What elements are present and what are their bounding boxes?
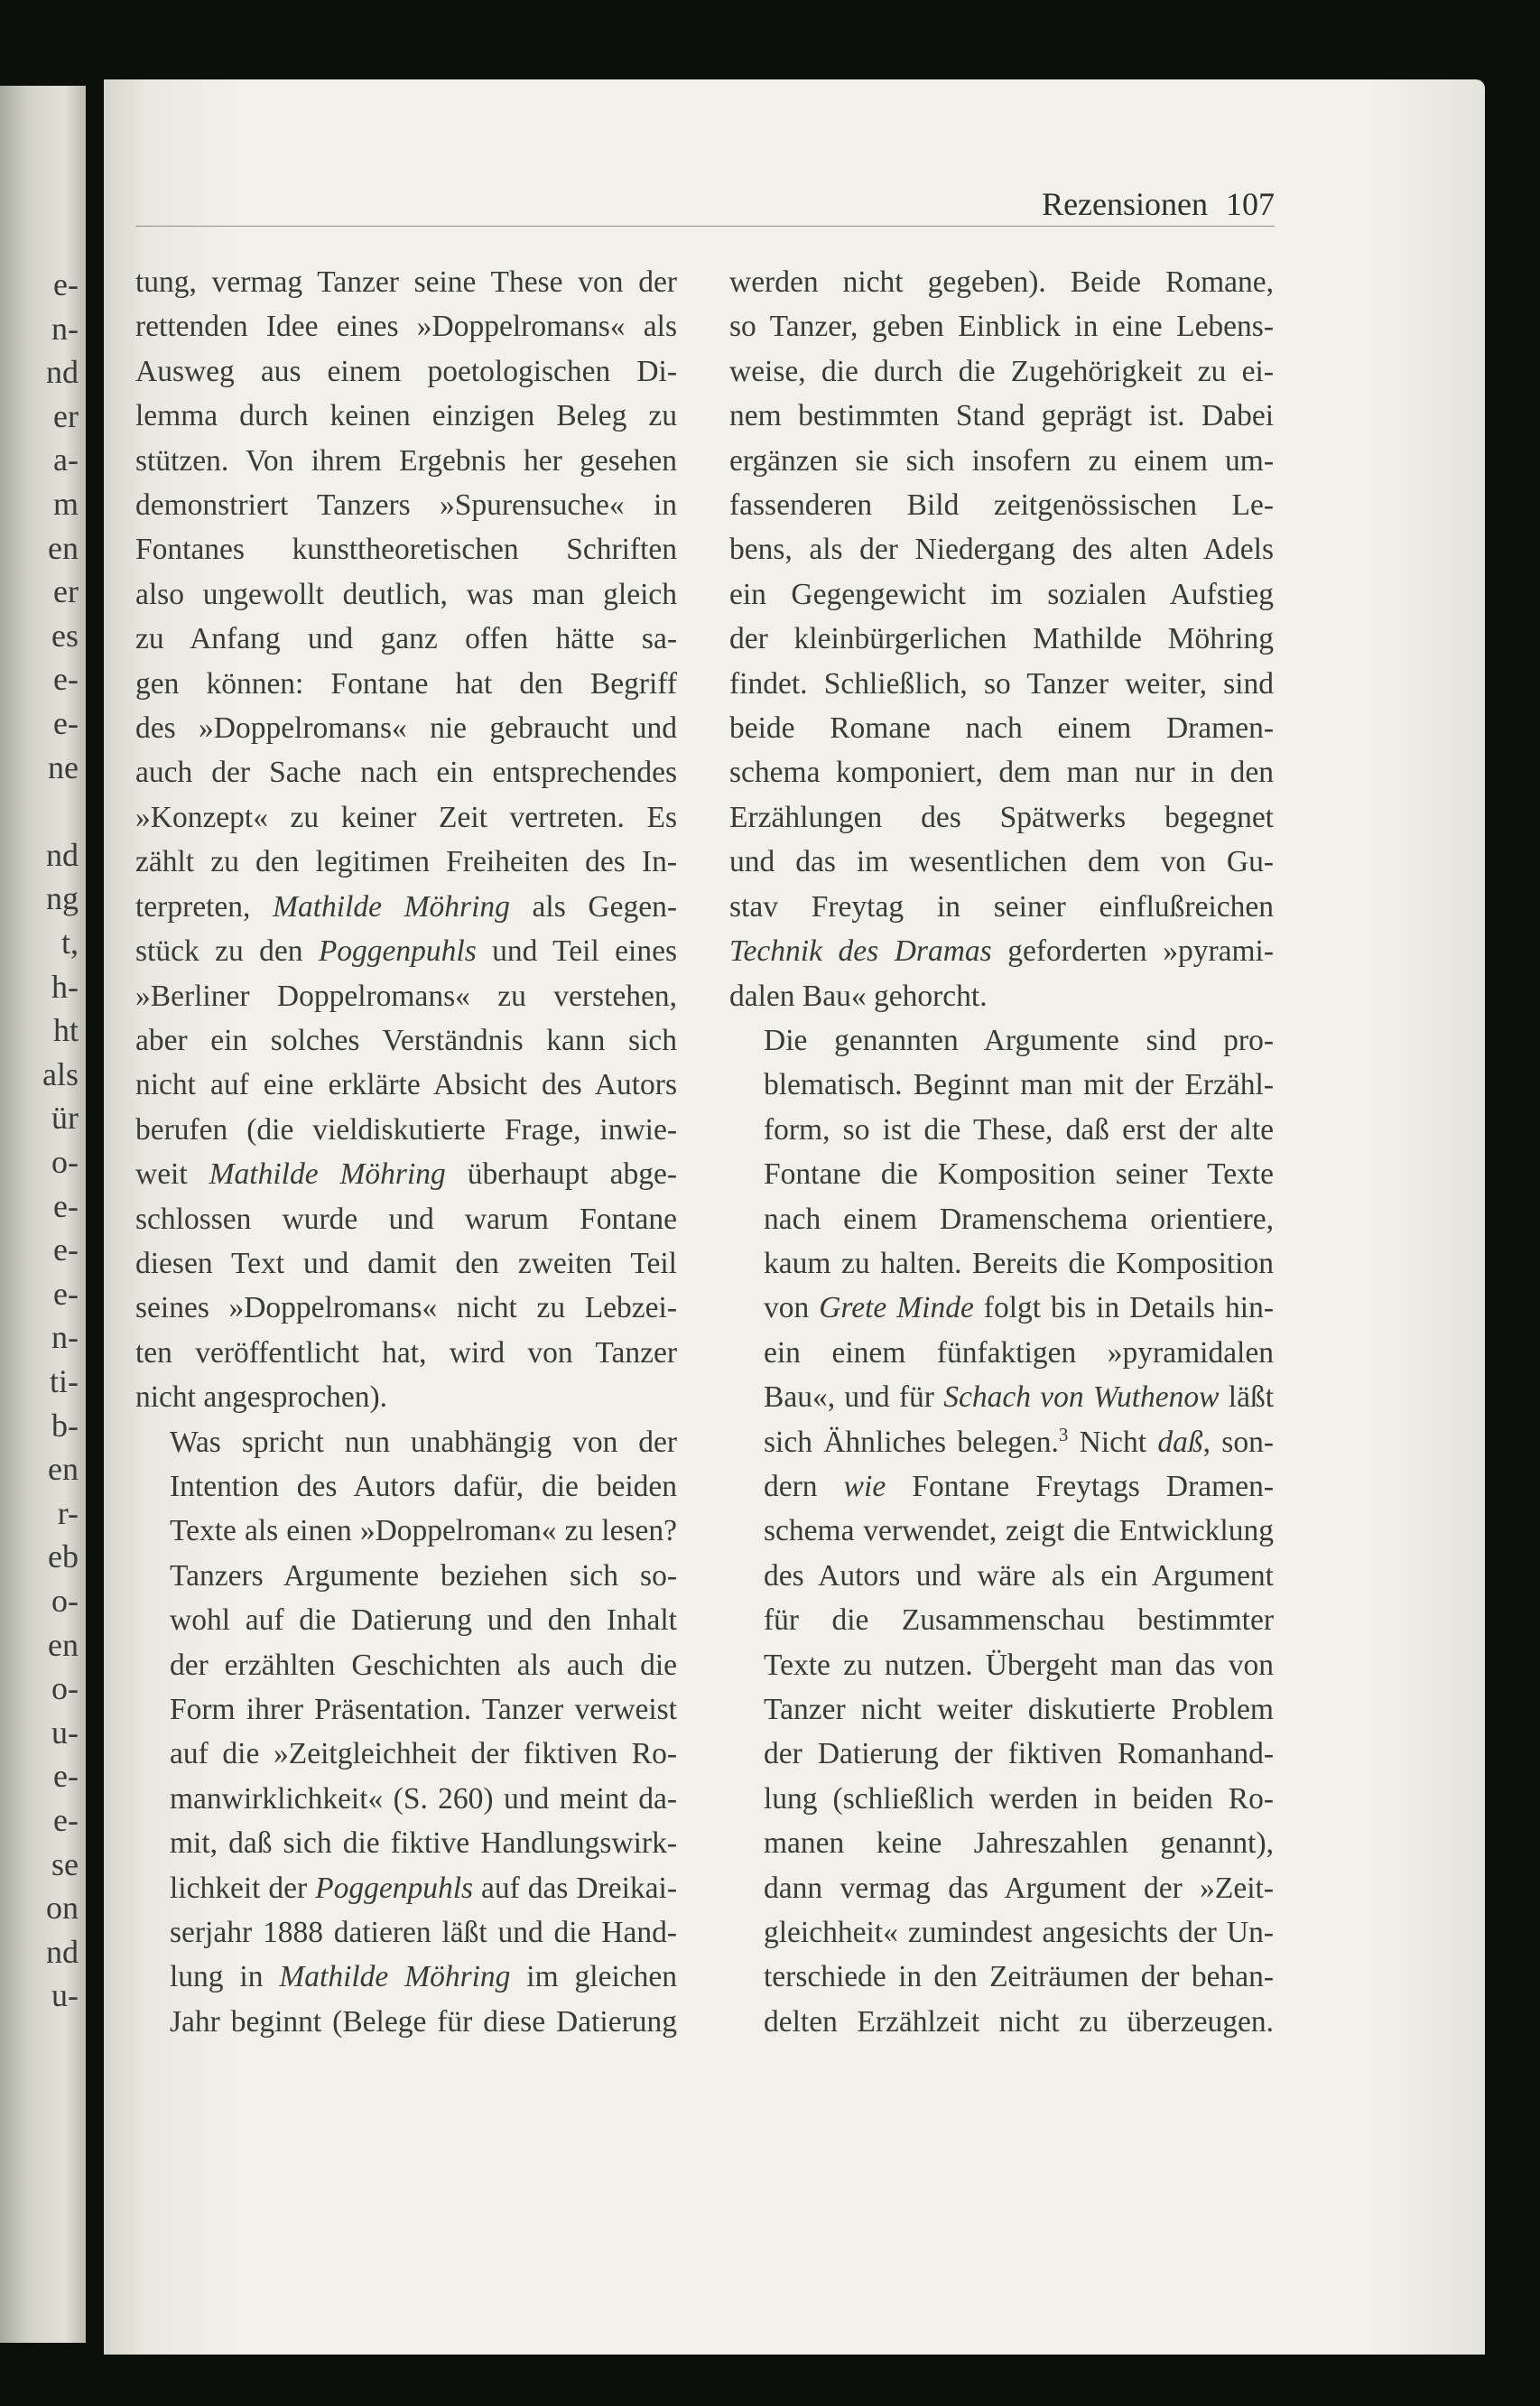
text-line: aber ein solches Verständnis kann sich [135, 1023, 677, 1057]
text-line: ein Gegengewicht im sozialen Aufstieg [729, 577, 1274, 611]
text-line: der erzählten Geschichten als auch die [170, 1648, 677, 1682]
text-line: Bau«, und für Schach von Wuthenow läßt [764, 1380, 1275, 1415]
prev-page-fragment: o- [51, 1144, 79, 1180]
text-line: lung (schließlich werden in beiden Ro- [764, 1781, 1274, 1816]
text-line: auf die »Zeitgleichheit der fiktiven Ro- [170, 1737, 677, 1771]
text-line: Fontane die Komposition seiner Texte [764, 1157, 1274, 1192]
prev-page-fragment: e- [53, 1231, 79, 1268]
text-line: für die Zusammenschau bestimmter [764, 1603, 1274, 1638]
prev-page-fragment: en [48, 529, 79, 566]
text-line: der kleinbürgerlichen Mathilde Möhring [729, 622, 1274, 656]
text-line: lemma durch keinen einzigen Beleg zu [135, 399, 677, 433]
prev-page-fragment: e- [53, 1758, 79, 1795]
text-line: terpreten, Mathilde Möhring als Gegen- [135, 889, 677, 924]
text-line: ten veröffentlicht hat, wird von Tanzer [135, 1335, 677, 1370]
text-line: stützen. Von ihrem Ergebnis her gesehen [135, 443, 677, 478]
text-line: Die genannten Argumente sind pro- [764, 1023, 1274, 1057]
text-line: gen können: Fontane hat den Begriff [135, 666, 677, 701]
text-line: weit Mathilde Möhring überhaupt abge- [135, 1157, 677, 1192]
text-line: gleichheit« zumindest angesichts der Un- [764, 1916, 1274, 1950]
prev-page-fragment: eb [48, 1538, 79, 1575]
prev-page-fragment: e- [53, 705, 79, 741]
prev-page-fragment: e- [53, 1802, 79, 1838]
prev-page-fragment: n- [51, 1319, 79, 1356]
text-line: Technik des Dramas geforderten »pyrami- [729, 934, 1274, 969]
text-line: wohl auf die Datierung und den Inhalt [170, 1603, 677, 1638]
prev-page-fragment: t, [60, 924, 79, 961]
text-line: bens, als der Niedergang des alten Adels [729, 533, 1274, 567]
text-line: Texte als einen »Doppelroman« zu lesen? [170, 1514, 677, 1548]
text-line: demonstriert Tanzers »Spurensuche« in [135, 488, 677, 523]
prev-page-fragment: es [51, 617, 79, 654]
text-line: so Tanzer, geben Einblick in eine Lebens- [729, 310, 1274, 344]
text-line: schema komponiert, dem man nur in den [729, 756, 1274, 790]
text-line: mit, daß sich die fiktive Handlungswirk- [170, 1826, 677, 1861]
text-line: schema verwendet, zeigt die Entwicklung [764, 1514, 1274, 1548]
text-line: diesen Text und damit den zweiten Teil [135, 1246, 677, 1280]
page-number: 107 [1226, 186, 1275, 222]
paragraph [135, 260, 677, 1420]
text-line: Texte zu nutzen. Übergeht man das von [764, 1648, 1274, 1682]
prev-page-fragment: r- [57, 1494, 79, 1531]
book-title: Mathilde Möhring [273, 889, 510, 924]
prev-page-fragment: nd [46, 354, 79, 391]
prev-page-fragment: nd [46, 1933, 79, 1970]
prev-page-fragment: en [48, 1451, 79, 1488]
book-title: Mathilde Möhring [209, 1157, 446, 1192]
prev-page-fragment: ne [48, 748, 79, 785]
prev-page-fragment: er [53, 397, 79, 434]
book-title: Poggenpuhls [315, 1871, 474, 1905]
text-line: Form ihrer Präsentation. Tanzer verweist [170, 1693, 677, 1726]
text-line: form, so ist die These, daß erst der alte [764, 1112, 1274, 1147]
text-line: rettenden Idee eines »Doppelromans« als [135, 310, 677, 344]
prev-page-fragment: u- [51, 1714, 79, 1751]
text-line: stück zu den Poggenpuhls und Teil eines [135, 934, 677, 969]
text-line: sich Ähnliches belegen.$^3$ Nicht daß, son- [764, 1423, 1274, 1459]
prev-page-fragment: u- [51, 1977, 79, 2014]
text-line: blematisch. Beginnt man mit der Erzähl- [764, 1068, 1274, 1102]
emphasis: wie [843, 1469, 886, 1503]
text-line: lichkeit der Poggenpuhls auf das Dreikai- [170, 1871, 677, 1905]
paragraph [135, 1420, 677, 2045]
text-line: Tanzers Argumente beziehen sich so- [170, 1558, 677, 1593]
text-line: auch der Sache nach ein entsprechendes [135, 756, 677, 790]
text-line: Tanzer nicht weiter diskutierte Problem [764, 1693, 1274, 1726]
text-line: Fontanes kunsttheoretischen Schriften [135, 533, 677, 567]
book-title: Poggenpuhls [318, 934, 477, 969]
prev-page-fragment: als [42, 1055, 79, 1092]
text-line: ein einem fünfaktigen »pyramidalen [764, 1335, 1274, 1370]
text-line: terschiede in den Zeiträumen der behan- [764, 1960, 1274, 1994]
prev-page-fragment: e- [53, 661, 79, 698]
text-line: tung, vermag Tanzer seine These von der [135, 265, 677, 299]
book-title: Grete Minde [819, 1291, 974, 1325]
text-line: serjahr 1888 datieren läßt und die Hand- [170, 1916, 677, 1950]
running-head [135, 182, 1275, 227]
text-line: zählt zu den legitimen Freiheiten des In- [135, 845, 677, 879]
text-line: berufen (die vieldiskutierte Frage, inwie- [135, 1112, 677, 1147]
text-line: nach einem Dramenschema orientiere, [764, 1202, 1274, 1236]
previous-page-edge [0, 86, 86, 2343]
prev-page-fragment: on [46, 1890, 79, 1927]
text-line: Intention des Autors dafür, die beiden [170, 1469, 677, 1503]
text-line: also ungewollt deutlich, was man gleich [135, 577, 677, 611]
prev-page-fragment: o- [51, 1670, 79, 1707]
prev-page-fragment: ng [46, 880, 79, 917]
text-line: von Grete Minde folgt bis in Details hin- [764, 1291, 1274, 1325]
text-line: der Datierung der fiktiven Romanhand- [764, 1737, 1274, 1771]
text-line: werden nicht gegeben). Beide Romane, [729, 265, 1274, 299]
text-line: lung in Mathilde Möhring im gleichen [170, 1960, 677, 1994]
left-column [135, 260, 677, 2044]
text-line: beide Romane nach einem Dramen- [729, 711, 1274, 746]
text-line: nicht angesprochen). [135, 1380, 388, 1415]
text-line: zu Anfang und ganz offen hätte sa- [135, 622, 677, 656]
emphasis: daß [1157, 1425, 1203, 1459]
prev-page-fragment: h- [51, 968, 79, 1005]
prev-page-fragment: ti- [50, 1363, 79, 1399]
prev-page-fragment: en [48, 1626, 79, 1663]
text-line: Ausweg aus einem poetologischen Di- [135, 354, 677, 388]
prev-page-fragment: e- [53, 1275, 79, 1312]
text-line: dalen Bau« gehorcht. [729, 979, 988, 1013]
text-line: nem bestimmten Stand geprägt ist. Dabei [729, 399, 1274, 433]
text-line: seines »Doppelromans« nicht zu Lebzei- [135, 1291, 677, 1325]
text-line: Erzählungen des Spätwerks begegnet [729, 800, 1274, 834]
text-line: stav Freytag in seiner einflußreichen [729, 889, 1274, 924]
text-line: fassenderen Bild zeitgenössischen Le- [729, 488, 1274, 523]
prev-page-fragment: e- [53, 266, 79, 302]
paragraph [729, 1018, 1274, 2044]
book-title: Technik des Dramas [729, 934, 992, 969]
book-title: Schach von Wuthenow [943, 1380, 1220, 1415]
footnote-marker: 3 [1058, 1423, 1069, 1445]
prev-page-fragment: n- [51, 310, 79, 347]
prev-page-fragment: m [52, 486, 79, 522]
text-line: manwirklichkeit« (S. 260) und meint da- [170, 1781, 677, 1816]
prev-page-fragment: se [51, 1845, 79, 1882]
prev-page-fragment: a- [53, 441, 79, 478]
text-line: nicht auf eine erklärte Absicht des Autors [135, 1068, 677, 1102]
right-column [729, 260, 1274, 2044]
book-title: Mathilde Möhring [279, 1960, 511, 1994]
text-line: des Autors und wäre als ein Argument [764, 1558, 1274, 1593]
text-line: schlossen wurde und warum Fontane [135, 1202, 677, 1236]
prev-page-fragment: e- [53, 1187, 79, 1224]
paragraph [729, 260, 1274, 1018]
text-line: dann vermag das Argument der »Zeit- [764, 1871, 1274, 1905]
prev-page-fragment: ht [52, 1012, 79, 1049]
text-line: kaum zu halten. Bereits die Komposition [764, 1246, 1274, 1280]
prev-page-fragment: er [53, 573, 79, 610]
text-line: manen keine Jahreszahlen genannt), [764, 1826, 1274, 1861]
prev-page-fragment: b- [51, 1407, 79, 1444]
text-line: findet. Schließlich, so Tanzer weiter, sind [729, 666, 1274, 701]
text-line: Was spricht nun unabhängig von der [170, 1425, 677, 1459]
text-line: »Konzept« zu keiner Zeit vertreten. Es [135, 800, 677, 834]
text-line: »Berliner Doppelromans« zu verstehen, [135, 979, 677, 1013]
text-line: weise, die durch die Zugehörigkeit zu ei- [729, 354, 1274, 388]
text-line: dern wie Fontane Freytags Dramen- [764, 1469, 1274, 1503]
text-line: Jahr beginnt (Belege für diese Datierung [170, 2004, 677, 2039]
prev-page-fragment: ür [51, 1100, 79, 1137]
text-line: und das im wesentlichen dem von Gu- [729, 845, 1274, 879]
text-line: ergänzen sie sich insofern zu einem um- [729, 443, 1274, 478]
prev-page-fragment: o- [51, 1583, 79, 1619]
text-line: des »Doppelromans« nie gebraucht und [135, 711, 677, 746]
prev-page-fragment: nd [46, 836, 79, 873]
text-line: delten Erzählzeit nicht zu überzeugen. [764, 2004, 1274, 2039]
section-title: Rezensionen [1042, 186, 1208, 222]
